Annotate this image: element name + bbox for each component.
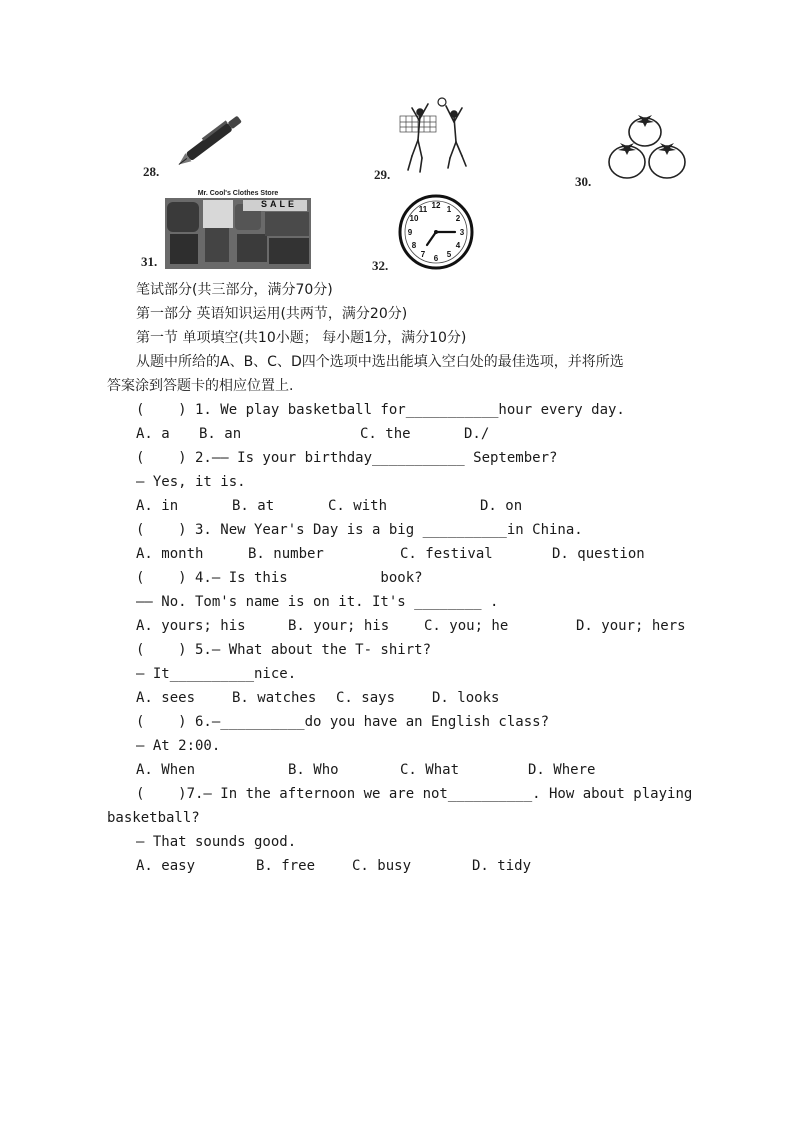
question-7-option-c: C. busy [352,858,412,874]
svg-text:11: 11 [418,205,428,214]
question-5-option-d: D. looks [432,690,500,706]
question-3-stem: ( ) 3. New Year's Day is a big __________in China. [136,522,583,538]
picture-number-32: 32. [372,258,389,273]
fountain-pen-icon [165,106,255,176]
question-2-reply: — Yes, it is. [136,474,246,490]
svg-text:4: 4 [455,241,461,250]
question-7-option-a: A. easy [136,858,196,874]
question-5-option-c: C. says [336,690,396,706]
store-sign: SALE [260,199,297,209]
written-part-heading: 笔试部分(共三部分，满分70分) [136,282,333,298]
question-4-option-c: C. you; he [424,618,509,634]
svg-text:1: 1 [446,205,452,214]
question-6-stem: ( ) 6.—__________do you have an English class? [136,714,550,730]
picture-number-28: 28. [143,164,160,179]
question-5-stem: ( ) 5.— What about the T- shirt? [136,642,432,658]
question-6-option-a: A. When [136,762,196,778]
instruction-line-2: 答案涂到答题卡的相应位置上. [107,378,294,394]
question-4-option-b: B. your; his [288,618,390,634]
question-4-option-a: A. yours; his [136,618,246,634]
question-2-option-d: D. on [480,498,523,514]
question-3-option-b: B. number [248,546,324,562]
question-6-reply: — At 2:00. [136,738,221,754]
question-4-option-d: D. your; hers [576,618,686,634]
svg-text:8: 8 [411,241,417,250]
svg-text:12: 12 [431,201,441,210]
question-1-option-a: A. a [136,426,170,442]
question-7-stem-continued: basketball? [107,810,200,826]
picture-number-30: 30. [575,174,592,189]
svg-text:9: 9 [407,228,413,237]
svg-text:2: 2 [455,214,461,223]
question-7-option-b: B. free [256,858,316,874]
question-2-option-c: C. with [328,498,388,514]
question-4-stem: ( ) 4.— Is this book? [136,570,423,586]
instruction-line-1: 从题中所给的A、B、C、D四个选项中选出能填入空白处的最佳选项，并将所选 [136,354,624,370]
svg-text:10: 10 [409,214,419,223]
question-3-option-d: D. question [552,546,645,562]
tomatoes-icon [605,108,695,186]
question-2-stem: ( ) 2.—— Is your birthday___________ September? [136,450,558,466]
question-7-stem: ( )7.— In the afternoon we are not__________. How about playing [136,786,693,802]
question-5-option-b: B. watches [232,690,317,706]
picture-number-29: 29. [374,167,391,182]
part-one-heading: 第一部分 英语知识运用(共两节，满分20分) [136,306,408,322]
svg-text:5: 5 [446,250,452,259]
question-7-reply: — That sounds good. [136,834,297,850]
clock-icon [397,193,475,271]
question-3-option-a: A. month [136,546,204,562]
volleyball-players-icon [398,96,480,178]
picture-number-31: 31. [141,254,158,269]
question-6-option-c: C. What [400,762,460,778]
question-5-option-a: A. sees [136,690,196,706]
question-1-option-c: C. the [360,426,411,442]
question-3-option-c: C. festival [400,546,493,562]
svg-text:3: 3 [459,228,465,237]
question-1-option-d: D./ [464,426,490,442]
svg-text:6: 6 [433,254,439,263]
question-4-reply: —— No. Tom's name is on it. It's ________ . [136,594,499,610]
section-one-heading: 第一节 单项填空(共10小题； 每小题1分，满分10分) [136,330,467,346]
clothes-store-icon [165,189,311,269]
question-1-stem: ( ) 1. We play basketball for___________hour every day. [136,402,625,418]
question-6-option-b: B. Who [288,762,339,778]
store-title: Mr. Cool's Clothes Store [197,190,279,197]
question-5-reply: — It__________nice. [136,666,297,682]
question-6-option-d: D. Where [528,762,596,778]
question-2-option-b: B. at [232,498,275,514]
svg-text:7: 7 [420,250,426,259]
question-2-option-a: A. in [136,498,179,514]
question-1-option-b: B. an [199,426,242,442]
question-7-option-d: D. tidy [472,858,532,874]
